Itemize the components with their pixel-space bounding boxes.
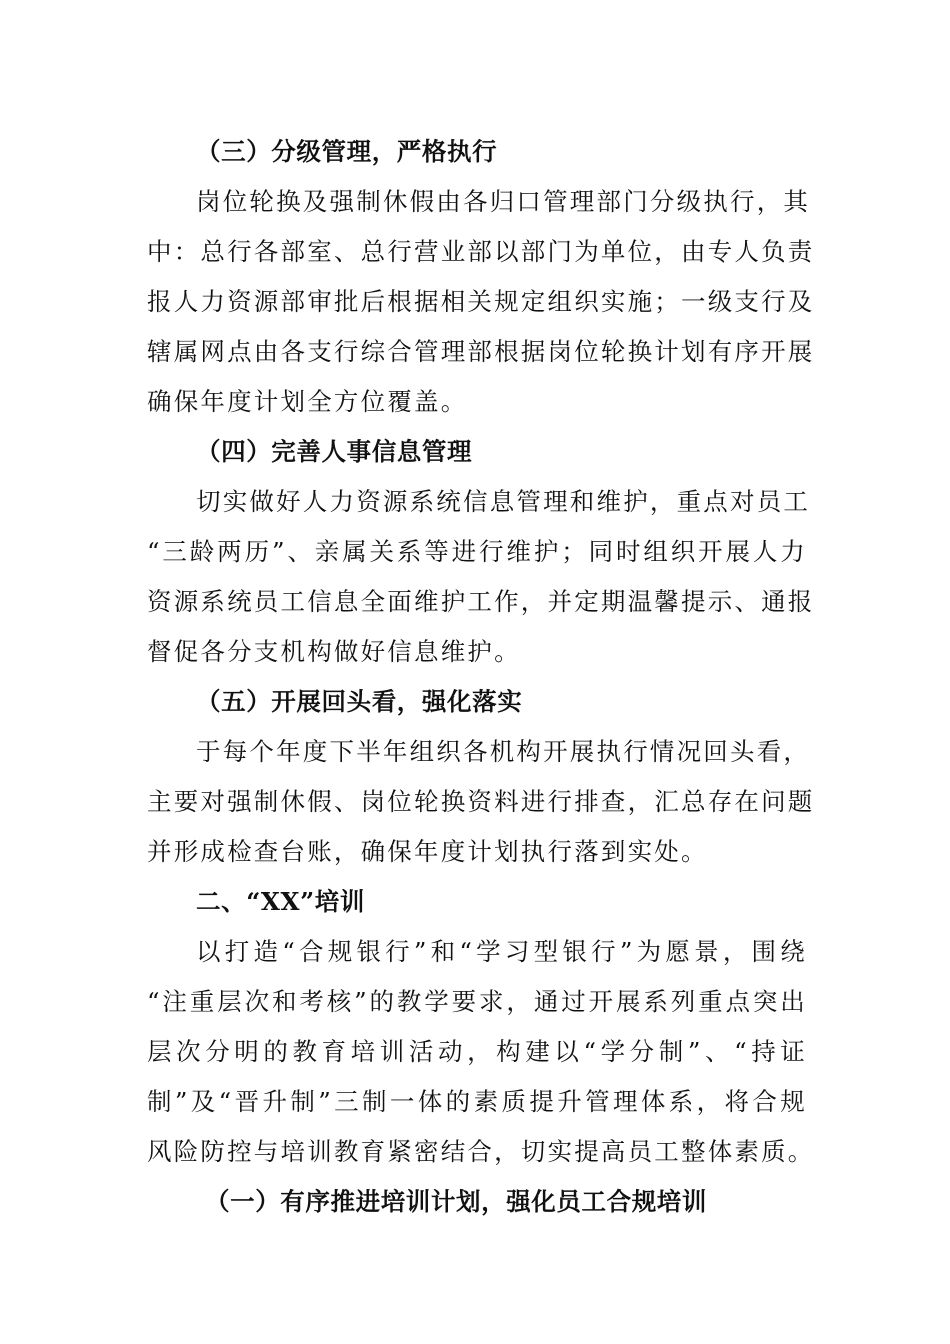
paragraph-line: 于每个年度下半年组织各机构开展执行情况回头看， — [196, 737, 811, 766]
section-heading: （四）完善人事信息管理 — [196, 437, 473, 466]
paragraph-line: 层次分明的教育培训活动，构建以“学分制”、“持证 — [147, 1037, 807, 1066]
paragraph-line: 确保年度计划全方位覆盖。 — [147, 387, 468, 416]
section-4 — [147, 427, 815, 677]
section-heading: （三）分级管理，严格执行 — [196, 137, 498, 166]
paragraph-line: 中：总行各部室、总行营业部以部门为单位，由专人负责 — [147, 237, 815, 266]
chapter-2-training — [147, 877, 815, 1177]
document-body — [147, 127, 815, 1227]
paragraph-line: “注重层次和考核”的教学要求，通过开展系列重点突出 — [147, 987, 807, 1016]
paragraph-line: 主要对强制休假、岗位轮换资料进行排查，汇总存在问题 — [147, 787, 815, 816]
section-paragraph — [147, 727, 815, 877]
paragraph-line: 以打造“合规银行”和“学习型银行”为愿景，围绕 — [196, 937, 807, 966]
paragraph-line: 辖属网点由各支行综合管理部根据岗位轮换计划有序开展 — [147, 337, 815, 366]
section-paragraph — [147, 177, 815, 427]
paragraph-line: 风险防控与培训教育紧密结合，切实提高员工整体素质。 — [147, 1137, 815, 1166]
paragraph-line: 资源系统员工信息全面维护工作，并定期温馨提示、通报 — [147, 587, 815, 616]
paragraph-line: 并形成检查台账，确保年度计划执行落到实处。 — [147, 837, 708, 866]
section-3 — [147, 127, 815, 427]
paragraph-line: 岗位轮换及强制休假由各归口管理部门分级执行，其 — [196, 187, 811, 216]
section-paragraph — [147, 927, 815, 1177]
paragraph-line: 切实做好人力资源系统信息管理和维护，重点对员工 — [196, 487, 811, 516]
paragraph-line: 督促各分支机构做好信息维护。 — [147, 637, 521, 666]
section-heading: （五）开展回头看，强化落实 — [196, 687, 523, 716]
section-heading: （一）有序推进培训计划，强化员工合规培训 — [205, 1187, 707, 1216]
chapter-heading: 二、“XX”培训 — [196, 887, 366, 916]
paragraph-line: 报人力资源部审批后根据相关规定组织实施；一级支行及 — [147, 287, 815, 316]
section-5 — [147, 677, 815, 877]
paragraph-line: “三龄两历”、亲属关系等进行维护；同时组织开展人力 — [147, 537, 807, 566]
section-2-1 — [147, 1177, 807, 1227]
section-paragraph — [147, 477, 815, 677]
paragraph-line: 制”及“晋升制”三制一体的素质提升管理体系，将合规 — [147, 1087, 807, 1116]
